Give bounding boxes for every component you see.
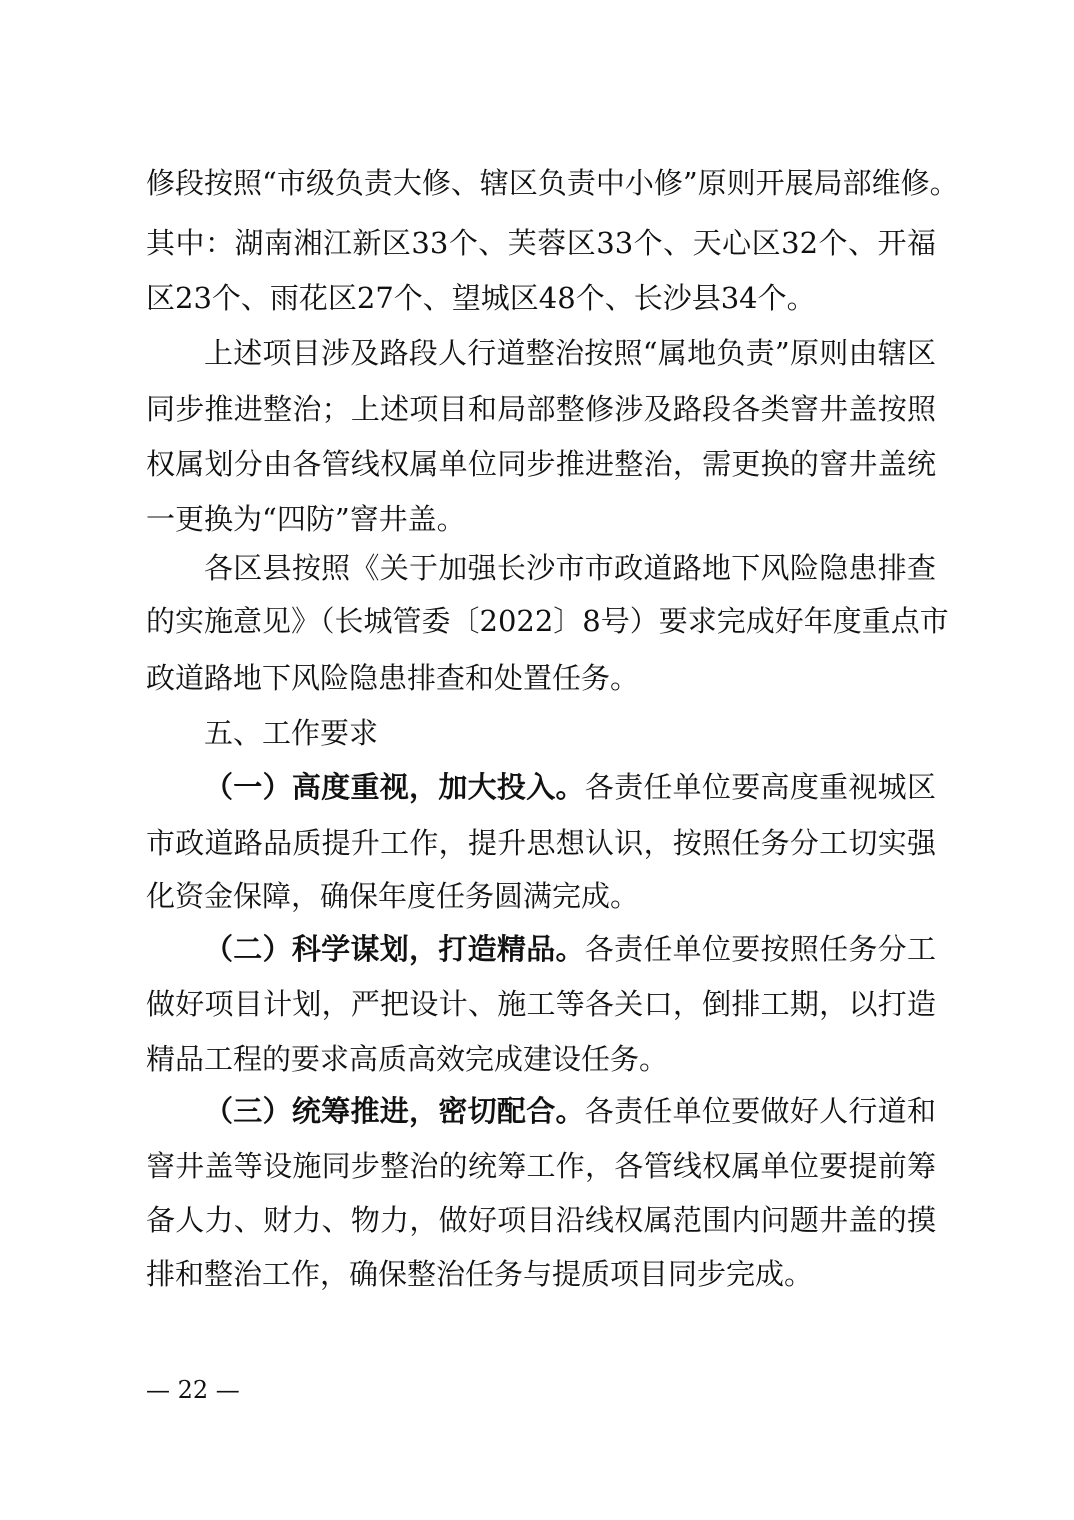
paragraph-line: 做好项目计划，严把设计、施工等各关口，倒排工期，以打造	[146, 987, 936, 1021]
section-heading: 五、工作要求	[204, 716, 379, 750]
subsection-title: （一）高度重视，加大投入。	[204, 770, 585, 804]
paragraph-line: 的实施意见》（长城管委〔2022〕8号）要求完成好年度重点市	[146, 604, 949, 638]
page-number: — 22 —	[146, 1376, 240, 1404]
paragraph-line: 一更换为“四防”窨井盖。	[146, 502, 466, 536]
subsection-title: （三）统筹推进，密切配合。	[204, 1094, 585, 1128]
paragraph-line: 备人力、财力、物力，做好项目沿线权属范围内问题井盖的摸	[146, 1203, 936, 1237]
paragraph-line: 各区县按照《关于加强长沙市市政道路地下风险隐患排查	[204, 551, 936, 585]
paragraph-line: 排和整治工作，确保整治任务与提质项目同步完成。	[146, 1257, 814, 1291]
paragraph-line: 权属划分由各管线权属单位同步推进整治，需更换的窨井盖统	[146, 447, 936, 481]
paragraph-line: 市政道路品质提升工作，提升思想认识，按照任务分工切实强	[146, 826, 936, 860]
paragraph-line: 窨井盖等设施同步整治的统筹工作，各管线权属单位要提前筹	[146, 1149, 936, 1183]
paragraph-line	[204, 929, 936, 969]
paragraph-line: 修段按照“市级负责大修、辖区负责中小修”原则开展局部维修。	[146, 166, 959, 200]
paragraph-line	[204, 767, 936, 807]
paragraph-line: 同步推进整治；上述项目和局部整修涉及路段各类窨井盖按照	[146, 392, 936, 426]
paragraph-text: 各责任单位要高度重视城区	[584, 770, 936, 804]
paragraph-line: 区23个、雨花区27个、望城区48个、长沙县34个。	[146, 281, 816, 315]
paragraph-line: 化资金保障，确保年度任务圆满完成。	[146, 879, 640, 913]
paragraph-text: 各责任单位要做好人行道和	[584, 1094, 936, 1128]
paragraph-text: 各责任单位要按照任务分工	[584, 932, 936, 966]
subsection-title: （二）科学谋划，打造精品。	[204, 932, 585, 966]
paragraph-line: 政道路地下风险隐患排查和处置任务。	[146, 661, 640, 695]
paragraph-line: 精品工程的要求高质高效完成建设任务。	[146, 1042, 669, 1076]
paragraph-line	[204, 1091, 936, 1131]
paragraph-line: 其中：湖南湘江新区33个、芙蓉区33个、天心区32个、开福	[146, 226, 936, 260]
paragraph-line: 上述项目涉及路段人行道整治按照“属地负责”原则由辖区	[204, 336, 936, 370]
